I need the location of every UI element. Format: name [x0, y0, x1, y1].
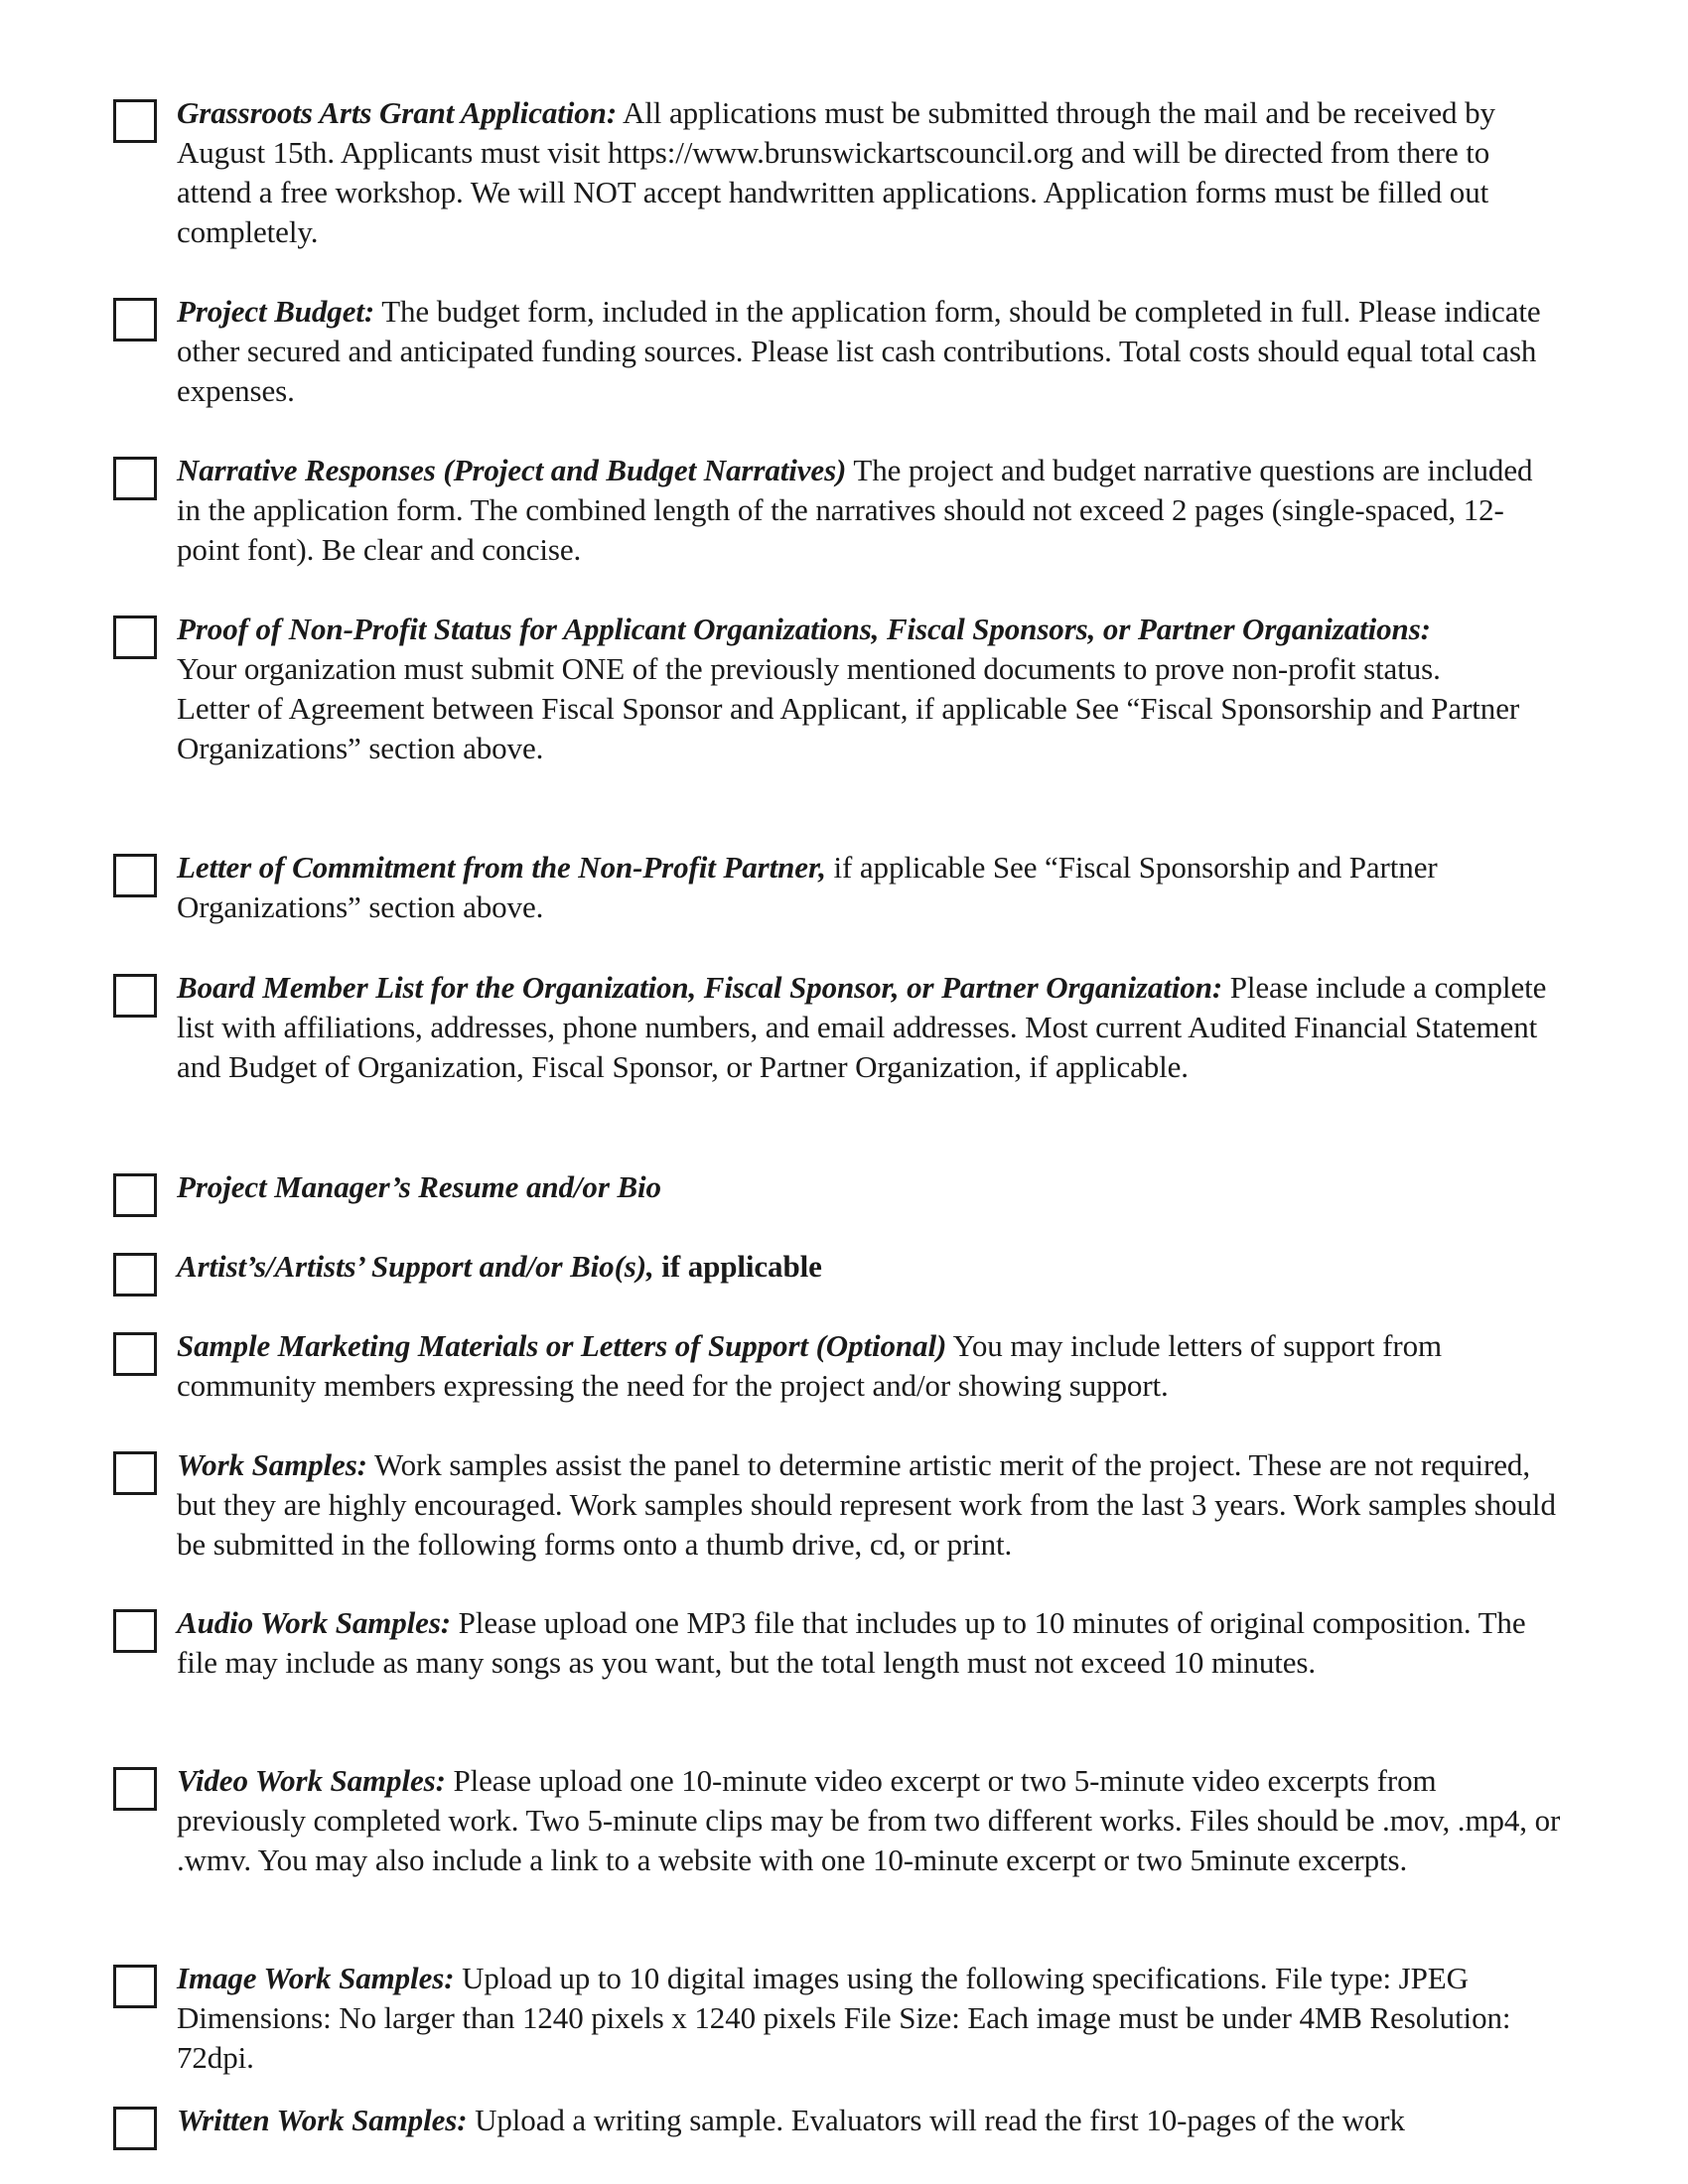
- checkbox[interactable]: [113, 854, 157, 897]
- item-text: [177, 968, 1563, 1087]
- checkbox[interactable]: [113, 1332, 157, 1376]
- item-text: [177, 1167, 1563, 1207]
- item-heading: Project Budget:: [177, 294, 375, 329]
- checklist-item-work-samples: [113, 1445, 1563, 1565]
- item-heading: Proof of Non-Profit Status for Applicant Organizations, Fiscal Sponsors, or Partner Organizations:: [177, 612, 1431, 646]
- checklist-item-project-budget: [113, 292, 1563, 411]
- item-text: [177, 610, 1563, 768]
- item-heading: Written Work Samples:: [177, 2103, 468, 2137]
- checklist-item-narrative-responses: [113, 451, 1563, 570]
- checkbox[interactable]: [113, 457, 157, 500]
- item-text: [177, 451, 1563, 570]
- item-heading: Grassroots Arts Grant Application:: [177, 95, 618, 130]
- checklist-item-written-work-samples: [113, 2101, 1563, 2140]
- item-text: [177, 1761, 1563, 1880]
- item-body: Please include a complete list with affiliations, addresses, phone numbers, and email addresses. Most current Audited Financial Statement and Budget of Organization, Fiscal Sponsor, or Partner Organization, if applicable.: [177, 970, 1547, 1084]
- checkbox[interactable]: [113, 1965, 157, 2008]
- checkbox[interactable]: [113, 974, 157, 1018]
- item-heading: Image Work Samples:: [177, 1961, 455, 1995]
- item-text: [177, 93, 1563, 252]
- checklist-item-audio-work-samples: [113, 1603, 1563, 1683]
- item-heading: Project Manager’s Resume and/or Bio: [177, 1169, 661, 1204]
- item-body-secondary: Letter of Agreement between Fiscal Sponsor and Applicant, if applicable See “Fiscal Sponsorship and Partner Organizations” section above.: [177, 691, 1520, 765]
- item-body: Work samples assist the panel to determine artistic merit of the project. These are not required, but they are highly encouraged. Work samples should represent work from the last 3 years. Work samples should be submitted in the following forms onto a thumb drive, cd, or print.: [177, 1447, 1556, 1562]
- item-body: Please upload one MP3 file that includes up to 10 minutes of original composition. The file may include as many songs as you want, but the total length must not exceed 10 minutes.: [177, 1605, 1526, 1680]
- item-body: Your organization must submit ONE of the previously mentioned documents to prove non-profit status.: [177, 651, 1441, 686]
- item-text: [177, 1247, 1563, 1287]
- checkbox[interactable]: [113, 2107, 157, 2150]
- item-body: All applications must be submitted through the mail and be received by August 15th. Applicants must visit https://www.brunswickartscouncil.org and will be directed from there to attend a free workshop. We will NOT accept handwritten applications. Application forms must be filled out completely.: [177, 95, 1495, 249]
- checklist-item-project-manager-resume: [113, 1167, 1563, 1207]
- checkbox[interactable]: [113, 298, 157, 341]
- item-text: [177, 1603, 1563, 1683]
- item-heading: Video Work Samples:: [177, 1763, 446, 1798]
- item-body: Upload up to 10 digital images using the following specifications. File type: JPEG Dimensions: No larger than 1240 pixels x 1240 pixels File Size: Each image must be under 4MB Resolution: 72dpi.: [177, 1961, 1511, 2075]
- item-heading: Audio Work Samples:: [177, 1605, 452, 1640]
- item-text: [177, 1445, 1563, 1565]
- checkbox[interactable]: [113, 99, 157, 143]
- item-heading: Narrative Responses (Project and Budget Narratives): [177, 453, 847, 487]
- checklist-item-marketing-materials: [113, 1326, 1563, 1406]
- item-suffix: if applicable: [653, 1249, 822, 1284]
- item-text: [177, 292, 1563, 411]
- item-body: You may include letters of support from community members expressing the need for the project and/or showing support.: [177, 1328, 1443, 1403]
- checkbox[interactable]: [113, 1767, 157, 1811]
- item-heading: Letter of Commitment from the Non-Profit Partner,: [177, 850, 826, 885]
- checklist-item-video-work-samples: [113, 1761, 1563, 1880]
- item-body: The project and budget narrative questions are included in the application form. The combined length of the narratives should not exceed 2 pages (single-spaced, 12-point font). Be clear and concise.: [177, 453, 1533, 567]
- item-body: if applicable See “Fiscal Sponsorship and Partner Organizations” section above.: [177, 850, 1438, 924]
- item-text: [177, 2101, 1563, 2140]
- item-body: The budget form, included in the application form, should be completed in full. Please indicate other secured and anticipated funding sources. Please list cash contributions. Total costs should equal total cash expenses.: [177, 294, 1541, 408]
- checklist-item-image-work-samples: [113, 1959, 1563, 2078]
- checklist-item-board-member-list: [113, 968, 1563, 1087]
- checklist-item-artists-support: [113, 1247, 1563, 1287]
- item-heading: Work Samples:: [177, 1447, 367, 1482]
- item-heading: Board Member List for the Organization, Fiscal Sponsor, or Partner Organization:: [177, 970, 1223, 1005]
- checklist-item-letter-of-commitment: [113, 848, 1563, 927]
- item-heading: Artist’s/Artists’ Support and/or Bio(s),: [177, 1249, 654, 1284]
- checkbox[interactable]: [113, 1253, 157, 1297]
- checkbox[interactable]: [113, 615, 157, 659]
- checkbox[interactable]: [113, 1173, 157, 1217]
- checklist-item-non-profit-proof: [113, 610, 1563, 768]
- item-text: [177, 1326, 1563, 1406]
- item-heading: Sample Marketing Materials or Letters of Support (Optional): [177, 1328, 947, 1363]
- checklist-item-grant-application: [113, 93, 1563, 252]
- item-text: [177, 848, 1563, 927]
- checkbox[interactable]: [113, 1609, 157, 1653]
- item-body: Upload a writing sample. Evaluators will read the first 10-pages of the work: [467, 2103, 1405, 2137]
- checkbox[interactable]: [113, 1451, 157, 1495]
- item-body: Please upload one 10-minute video excerpt or two 5-minute video excerpts from previously completed work. Two 5-minute clips may be from two different works. Files should be .mov, .mp4, or .wmv. You may also include a link to a website with one 10-minute excerpt or two 5minute excerpts.: [177, 1763, 1561, 1877]
- item-text: [177, 1959, 1563, 2078]
